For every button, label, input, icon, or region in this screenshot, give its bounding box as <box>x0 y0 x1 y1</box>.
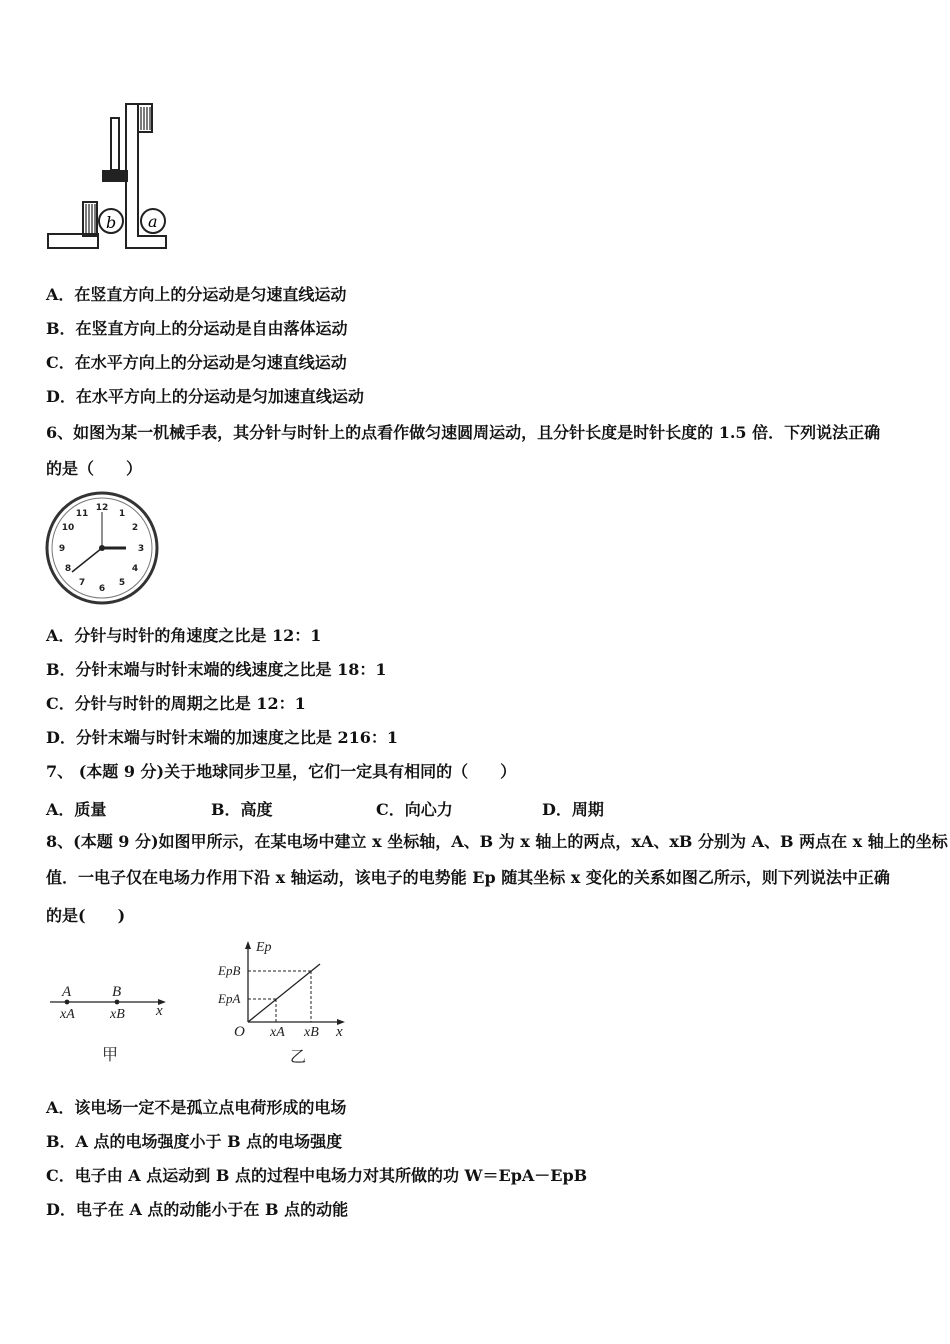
q6-option-a: A．分针与时针的角速度之比是 12：1 <box>46 626 322 645</box>
q7-option-a: A．质量 <box>46 800 107 819</box>
q5-option-c: C．在水平方向上的分运动是匀速直线运动 <box>46 353 347 372</box>
yi-xb-label: xB <box>304 1025 319 1040</box>
q7-stem: 7、 (本题 9 分)关于地球同步卫星，它们一定具有相同的（ ） <box>46 762 517 781</box>
q8-stem-line2: 值．一电子仅在电场力作用下沿 x 轴运动，该电子的电势能 Ep 随其坐标 x 变化的关系如图乙所示，则下列说法中正确 <box>46 868 890 887</box>
clock-num-12: 12 <box>95 503 109 513</box>
q5-option-d: D．在水平方向上的分运动是匀加速直线运动 <box>46 387 364 406</box>
caption-jia: 甲 <box>102 1045 119 1064</box>
point-b-label: B <box>112 984 122 1000</box>
clock-figure <box>44 490 160 606</box>
clock-num-9: 9 <box>58 544 66 554</box>
q6-option-b: B．分针末端与时针末端的线速度之比是 18：1 <box>46 660 387 679</box>
ep-axis-label: Ep <box>256 940 272 955</box>
q8-stem-line3: 的是( ) <box>46 906 126 925</box>
q6-option-c: C．分针与时针的周期之比是 12：1 <box>46 694 306 713</box>
clock-num-6: 6 <box>98 584 106 594</box>
clock-num-1: 1 <box>118 509 126 519</box>
xa-label: xA <box>60 1007 75 1022</box>
q8-option-a: A．该电场一定不是孤立点电荷形成的电场 <box>46 1098 347 1117</box>
epb-label: EpB <box>218 963 241 978</box>
ball-a-label: a <box>148 212 158 231</box>
q7-options <box>46 797 666 819</box>
xb-label: xB <box>110 1007 125 1022</box>
clock-num-4: 4 <box>131 564 139 574</box>
clock-num-8: 8 <box>64 564 72 574</box>
epa-label: EpA <box>218 991 241 1006</box>
caption-yi: 乙 <box>290 1047 307 1066</box>
q8-stem-line1: 8、(本题 9 分)如图甲所示，在某电场中建立 x 坐标轴，A、B 为 x 轴上的两点，xA、xB 分别为 A、B 两点在 x 轴上的坐标 <box>46 832 948 851</box>
yi-x-axis-label: x <box>336 1024 343 1040</box>
clock-num-10: 10 <box>61 523 75 533</box>
q7-option-d: D．周期 <box>542 800 604 819</box>
ball-b-label: b <box>106 213 117 232</box>
x-axis-label: x <box>156 1003 163 1019</box>
q7-option-c: C．向心力 <box>376 800 453 819</box>
q8-option-c: C．电子由 A 点运动到 B 点的过程中电场力对其所做的功 W＝EpA－EpB <box>46 1166 588 1185</box>
q6-option-d: D．分针末端与时针末端的加速度之比是 216：1 <box>46 728 398 747</box>
figure-yi <box>216 938 356 1070</box>
clock-num-5: 5 <box>118 578 126 588</box>
q7-option-b: B．高度 <box>211 800 273 819</box>
yi-xa-label: xA <box>270 1025 285 1040</box>
figure-jia <box>46 975 176 1070</box>
clock-num-7: 7 <box>78 578 86 588</box>
q6-stem-line1: 6、如图为某一机械手表，其分针与时针上的点看作做匀速圆周运动，且分针长度是时针长度的 1.5 倍．下列说法正确 <box>46 423 881 442</box>
point-a-label: A <box>62 984 72 1000</box>
clock-num-11: 11 <box>75 509 89 519</box>
origin-label: O <box>234 1024 245 1040</box>
q8-option-b: B．A 点的电场强度小于 B 点的电场强度 <box>46 1132 343 1151</box>
q6-stem-line2: 的是（ ） <box>46 459 143 478</box>
clock-num-2: 2 <box>131 523 139 533</box>
q5-option-a: A．在竖直方向上的分运动是匀速直线运动 <box>46 285 347 304</box>
q5-option-b: B．在竖直方向上的分运动是自由落体运动 <box>46 319 348 338</box>
clock-num-3: 3 <box>137 544 145 554</box>
q8-option-d: D．电子在 A 点的动能小于在 B 点的动能 <box>46 1200 349 1219</box>
apparatus-figure <box>46 98 172 254</box>
